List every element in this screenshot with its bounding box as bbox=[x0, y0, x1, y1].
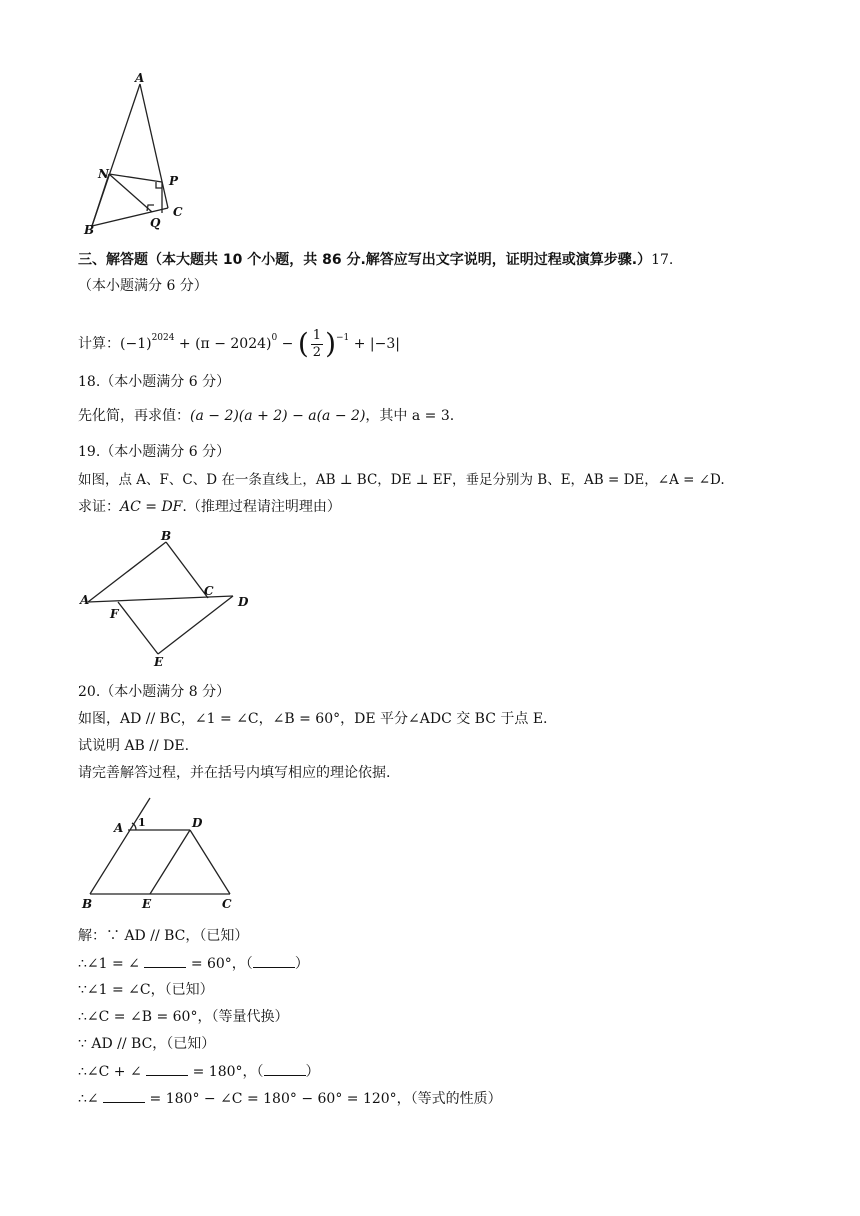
sol-line7-b: = 180° − ∠C = 180° − 60° = 120°，（等式的性质） bbox=[149, 1091, 502, 1107]
fig3-label-1: 1 bbox=[138, 816, 146, 829]
fig2-label-d: D bbox=[238, 595, 249, 609]
q18-body bbox=[78, 406, 454, 426]
figure-two-triangles bbox=[78, 528, 268, 673]
fig2-label-f: F bbox=[110, 607, 119, 621]
q18-suffix: ，其中 a = 3. bbox=[365, 408, 455, 424]
fig2-label-a: A bbox=[80, 593, 90, 607]
q17-score: （本小题满分 6 分） bbox=[78, 278, 208, 294]
sol-line7-a: ∴∠ bbox=[78, 1091, 99, 1107]
q17-exp-neg1: −1 bbox=[336, 333, 350, 343]
sol-line6-b: = 180°，（ bbox=[192, 1064, 264, 1080]
q19-line1: 如图，点 A、F、C、D 在一条直线上，AB ⊥ BC，DE ⊥ EF，垂足分别为 B、E，AB = DE，∠A = ∠D. bbox=[78, 472, 725, 488]
blank-reason-2[interactable] bbox=[264, 1061, 306, 1076]
q19-line2 bbox=[78, 497, 341, 517]
sol-line5: ∵ AD // BC，（已知） bbox=[78, 1036, 216, 1052]
blank-angle-2[interactable] bbox=[146, 1061, 188, 1076]
section-heading bbox=[78, 250, 673, 270]
fig3-label-a: A bbox=[114, 821, 124, 835]
q19-line2-prefix: 求证： bbox=[78, 499, 120, 515]
q18-expr: (a − 2)(a + 2) − a(a − 2) bbox=[190, 408, 366, 424]
sol-line1: 解：∵ AD // BC，（已知） bbox=[78, 928, 249, 944]
fig1-label-p: P bbox=[169, 174, 179, 188]
fig3-label-b: B bbox=[82, 897, 93, 911]
q17-exp-0: 0 bbox=[271, 333, 278, 343]
sol-line4: ∴∠C = ∠B = 60°，（等量代换） bbox=[78, 1009, 289, 1025]
blank-reason-1[interactable] bbox=[253, 953, 295, 968]
q17-frac-num: 1 bbox=[312, 327, 322, 343]
q17-exp-2024: 2024 bbox=[151, 333, 175, 343]
sol-line2-b: = 60°，（ bbox=[190, 956, 253, 972]
sol-line2-c: ） bbox=[294, 956, 309, 972]
fig1-label-n: N bbox=[98, 167, 109, 181]
sol-line6-c: ） bbox=[305, 1064, 320, 1080]
q20-line3: 请完善解答过程，并在括号内填写相应的理论依据. bbox=[78, 765, 391, 781]
fig3-label-e: E bbox=[142, 897, 152, 911]
section-heading-text: 三、解答题（本大题共 10 个小题，共 86 分.解答应写出文字说明，证明过程或演算步骤.） bbox=[78, 252, 652, 268]
sol-line6 bbox=[78, 1061, 320, 1082]
fig1-label-c: C bbox=[173, 205, 183, 219]
q20-line2: 试说明 AB // DE. bbox=[78, 738, 190, 754]
sol-line2 bbox=[78, 953, 309, 974]
fig2-label-e: E bbox=[154, 655, 164, 669]
sol-line3: ∵∠1 = ∠C，（已知） bbox=[78, 982, 214, 998]
fig2-label-b: B bbox=[161, 529, 172, 543]
blank-angle-1[interactable] bbox=[144, 953, 186, 968]
figure-triangle-npq bbox=[78, 70, 198, 240]
q17-number: 17. bbox=[651, 252, 674, 268]
q17-fraction bbox=[311, 328, 323, 361]
fig3-label-c: C bbox=[222, 897, 232, 911]
fig1-label-b: B bbox=[84, 223, 95, 237]
fig3-label-d: D bbox=[192, 816, 203, 830]
fig1-label-a: A bbox=[135, 71, 145, 85]
q20-head: 20.（本小题满分 8 分） bbox=[78, 684, 231, 700]
q17-frac-den: 2 bbox=[312, 344, 322, 360]
q18-head: 18.（本小题满分 6 分） bbox=[78, 374, 231, 390]
figure-parallelogram bbox=[78, 792, 248, 912]
fig1-label-q: Q bbox=[150, 216, 161, 230]
fig2-label-c: C bbox=[204, 584, 214, 598]
q17-expression: 计算：$(-1)^{2024} + (\pi - 2024)^0$ − ( $\frac{1}{2}$ )$^{-1}$ + |−3| bbox=[78, 327, 400, 360]
q20-line1: 如图，AD // BC，∠1 = ∠C，∠B = 60°，DE 平分∠ADC 交 BC 于点 E. bbox=[78, 711, 548, 727]
sol-line7 bbox=[78, 1088, 502, 1109]
blank-angle-3[interactable] bbox=[103, 1088, 145, 1103]
q19-head: 19.（本小题满分 6 分） bbox=[78, 444, 231, 460]
sol-line6-a: ∴∠C + ∠ bbox=[78, 1064, 142, 1080]
q19-line2-suffix: .（推理过程请注明理由） bbox=[182, 499, 341, 515]
q18-prefix: 先化简，再求值： bbox=[78, 408, 190, 424]
q19-line2-expr: AC = DF bbox=[120, 499, 183, 515]
sol-line2-a: ∴∠1 = ∠ bbox=[78, 956, 140, 972]
q17-prefix: 计算： bbox=[78, 336, 120, 352]
